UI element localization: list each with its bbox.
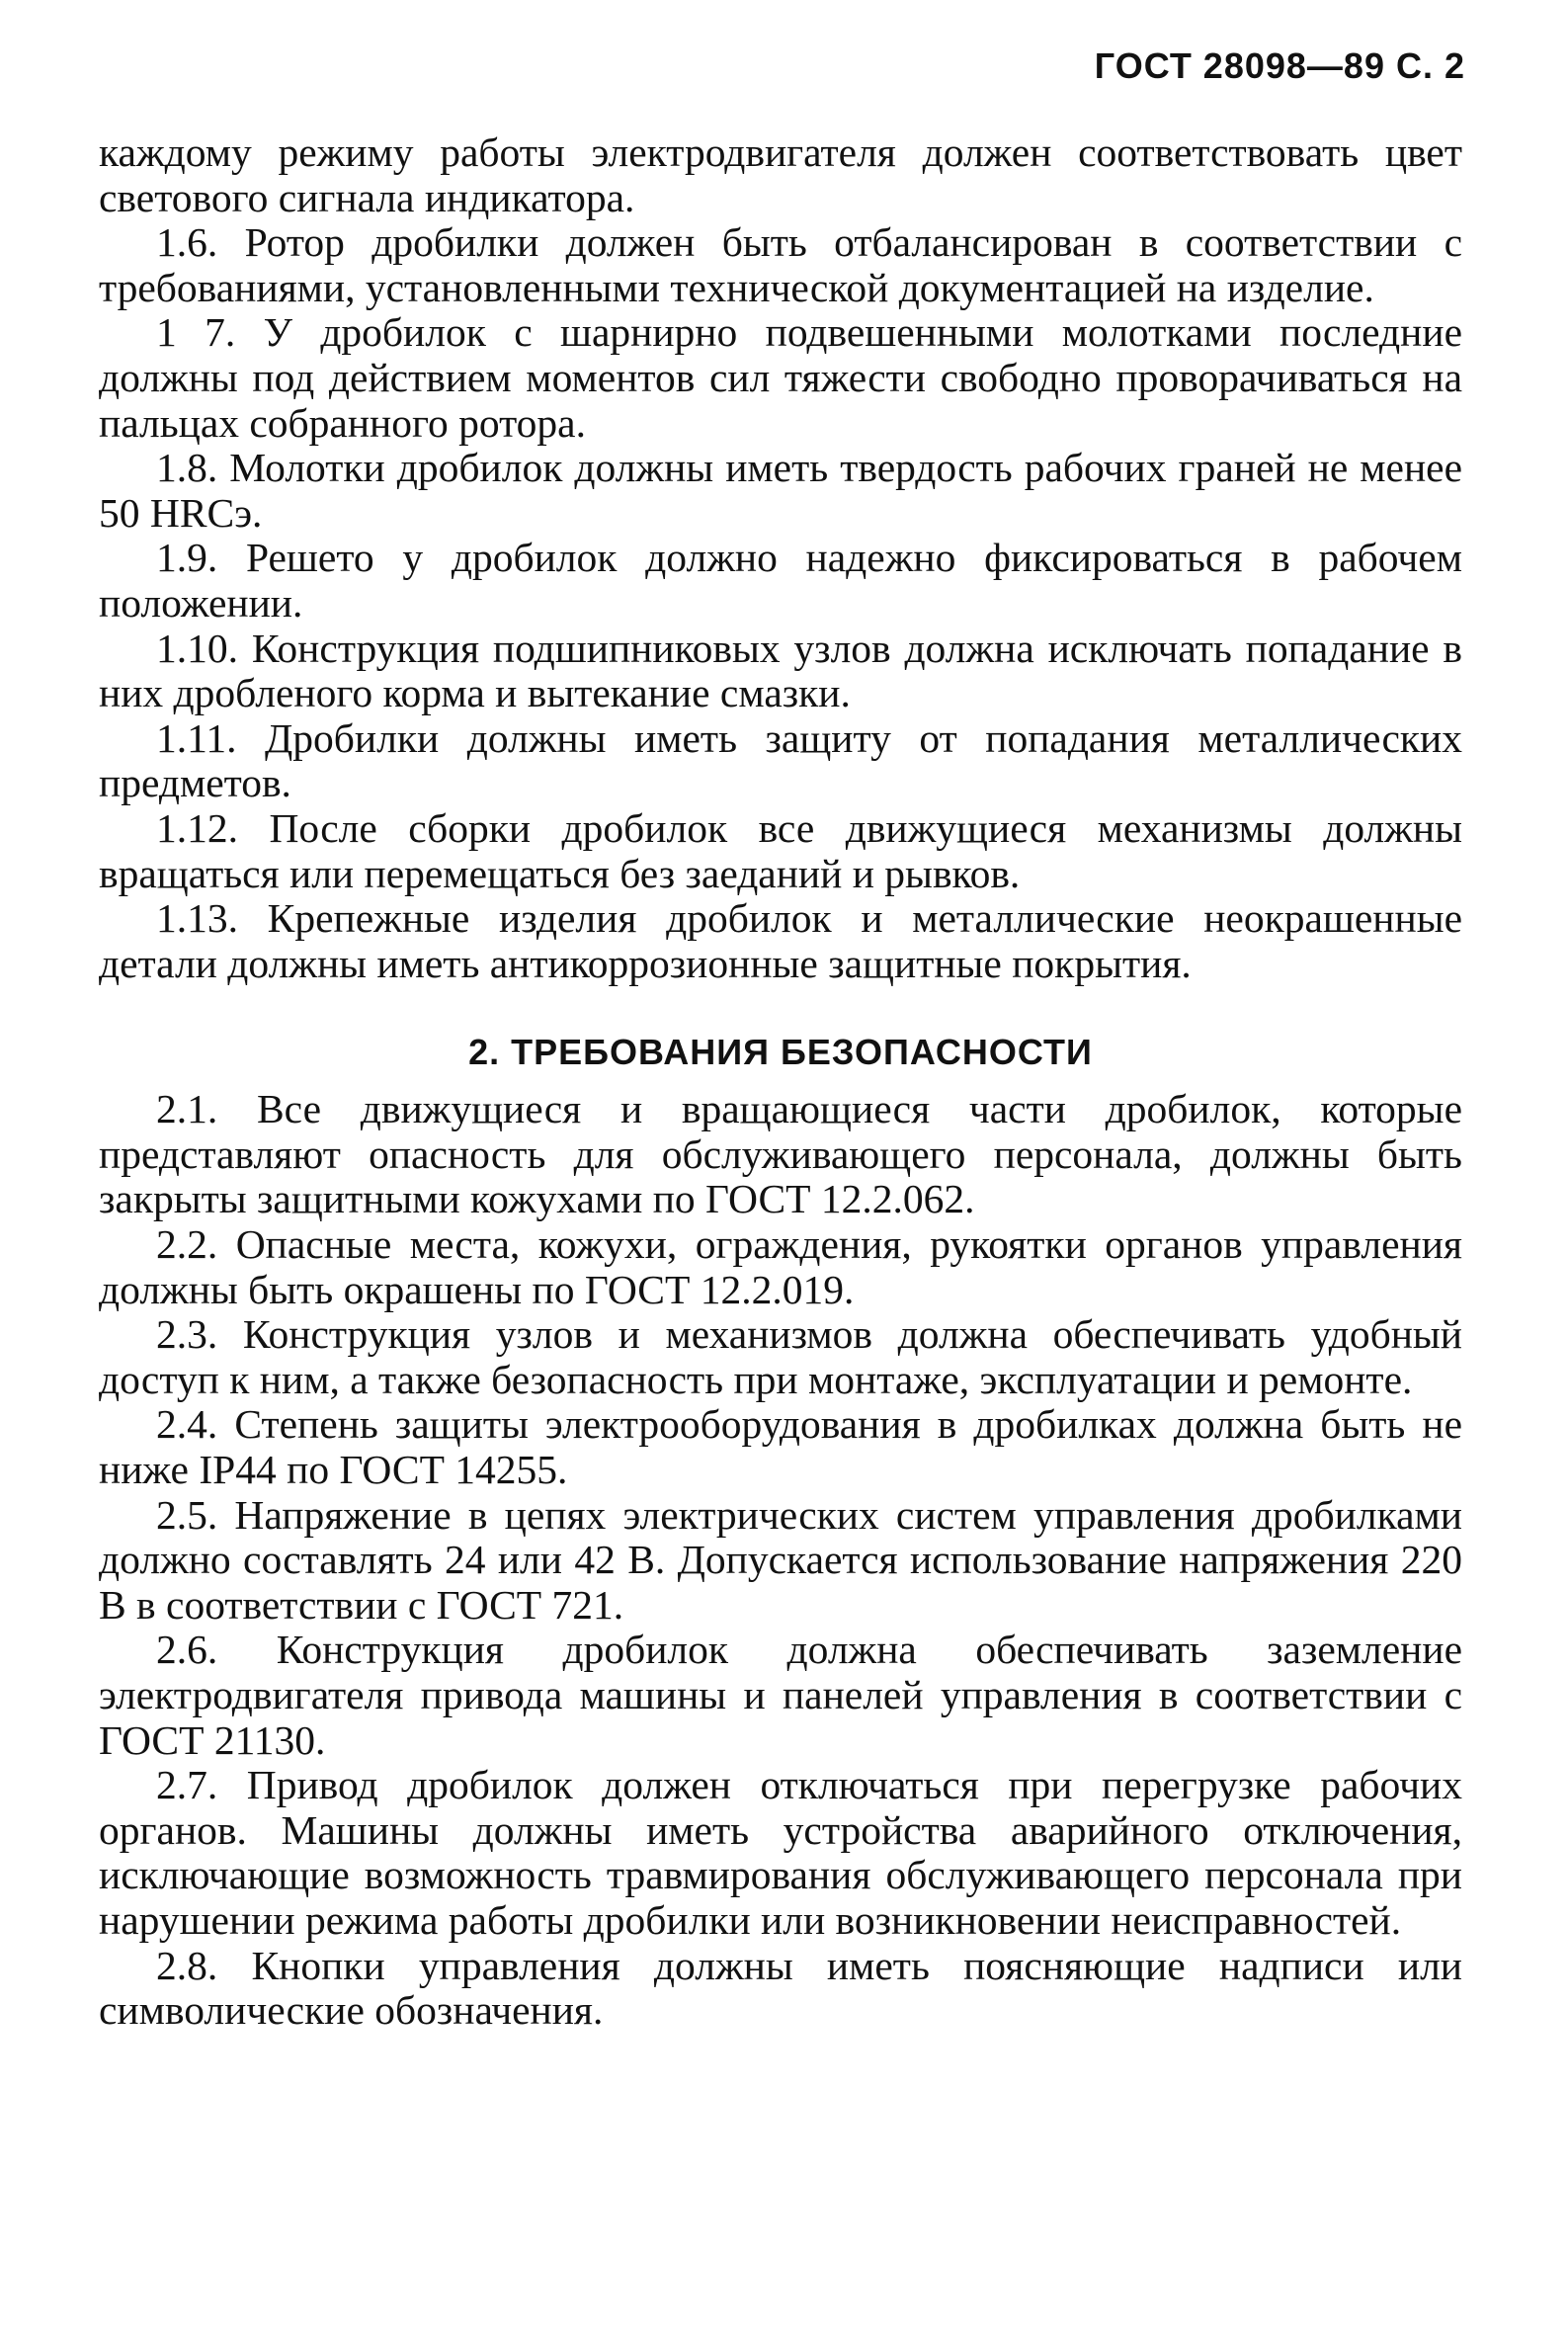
clause-2-3: 2.3. Конструкция узлов и механизмов должна обеспечивать удобный доступ к ним, а также безопасность при монтаже, эксплуатации и ремонте. [99,1311,1462,1402]
clause-1-6: 1.6. Ротор дробилки должен быть отбалансирован в соответствии с требованиями, установленными технической документацией на изделие. [99,219,1462,310]
section-title: 2. ТРЕБОВАНИЯ БЕЗОПАСНОСТИ [468,1032,1093,1073]
clause-1-12: 1.12. После сборки дробилок все движущиеся механизмы должны вращаться или перемещаться без заеданий и рывков. [99,804,1462,896]
clause-1-10: 1.10. Конструкция подшипниковых узлов должна исключать попадание в них дробленого корма и вытекание смазки. [99,625,1462,716]
clause-2-8: 2.8. Кнопки управления должны иметь поясняющие надписи или символические обозначения. [99,1942,1462,2034]
running-head: ГОСТ 28098—89 С. 2 [1094,45,1465,86]
clause-2-6: 2.6. Конструкция дробилок должна обеспечивать заземление электродвигателя привода машины и панелей управления в соответствии с ГОСТ 21130. [99,1627,1462,1763]
clause-1-11: 1.11. Дробилки должны иметь защиту от попадания металлических предметов. [99,714,1462,806]
clause-2-7: 2.7. Привод дробилок должен отключаться при перегрузке рабочих органов. Машины должны иметь устройства аварийного отключения, исключающие возможность травмирования обслуживающего персонала при нарушении режима работы дробилки или возникновении неисправностей. [99,1762,1462,1943]
clause-2-4: 2.4. Степень защиты электрооборудования в дробилках должна быть не ниже IP44 по ГОСТ 14255. [99,1401,1462,1493]
clause-2-1: 2.1. Все движущиеся и вращающиеся части дробилок, которые представляют опасность для обслуживающего персонала, должны быть закрыты защитными кожухами по ГОСТ 12.2.062. [99,1086,1462,1222]
clause-2-5: 2.5. Напряжение в цепях электрических систем управления дробилками должно составлять 24 или 42 В. Допускается использование напряжения 220 В в соответствии с ГОСТ 721. [99,1491,1462,1628]
document-body [99,130,1462,2034]
clause-2-2: 2.2. Опасные места, кожухи, ограждения, рукоятки органов управления должны быть окрашены по ГОСТ 12.2.019. [99,1221,1462,1312]
clause-1-13: 1.13. Крепежные изделия дробилок и металлические неокрашенные детали должны иметь антикоррозионные защитные покрытия. [99,895,1462,986]
clause-1-7: 1 7. У дробилок с шарнирно подвешенными молотками последние должны под действием моментов сил тяжести свободно проворачиваться на пальцах собранного ротора. [99,309,1462,446]
clause-1-8: 1.8. Молотки дробилок должны иметь твердость рабочих граней не менее 50 HRCэ. [99,445,1462,536]
clause-1-9: 1.9. Решето у дробилок должно надежно фиксироваться в рабочем положении. [99,535,1462,626]
paragraph-continuation: каждому режиму работы электродвигателя должен соответствовать цвет светового сигнала индикатора. [99,129,1462,220]
